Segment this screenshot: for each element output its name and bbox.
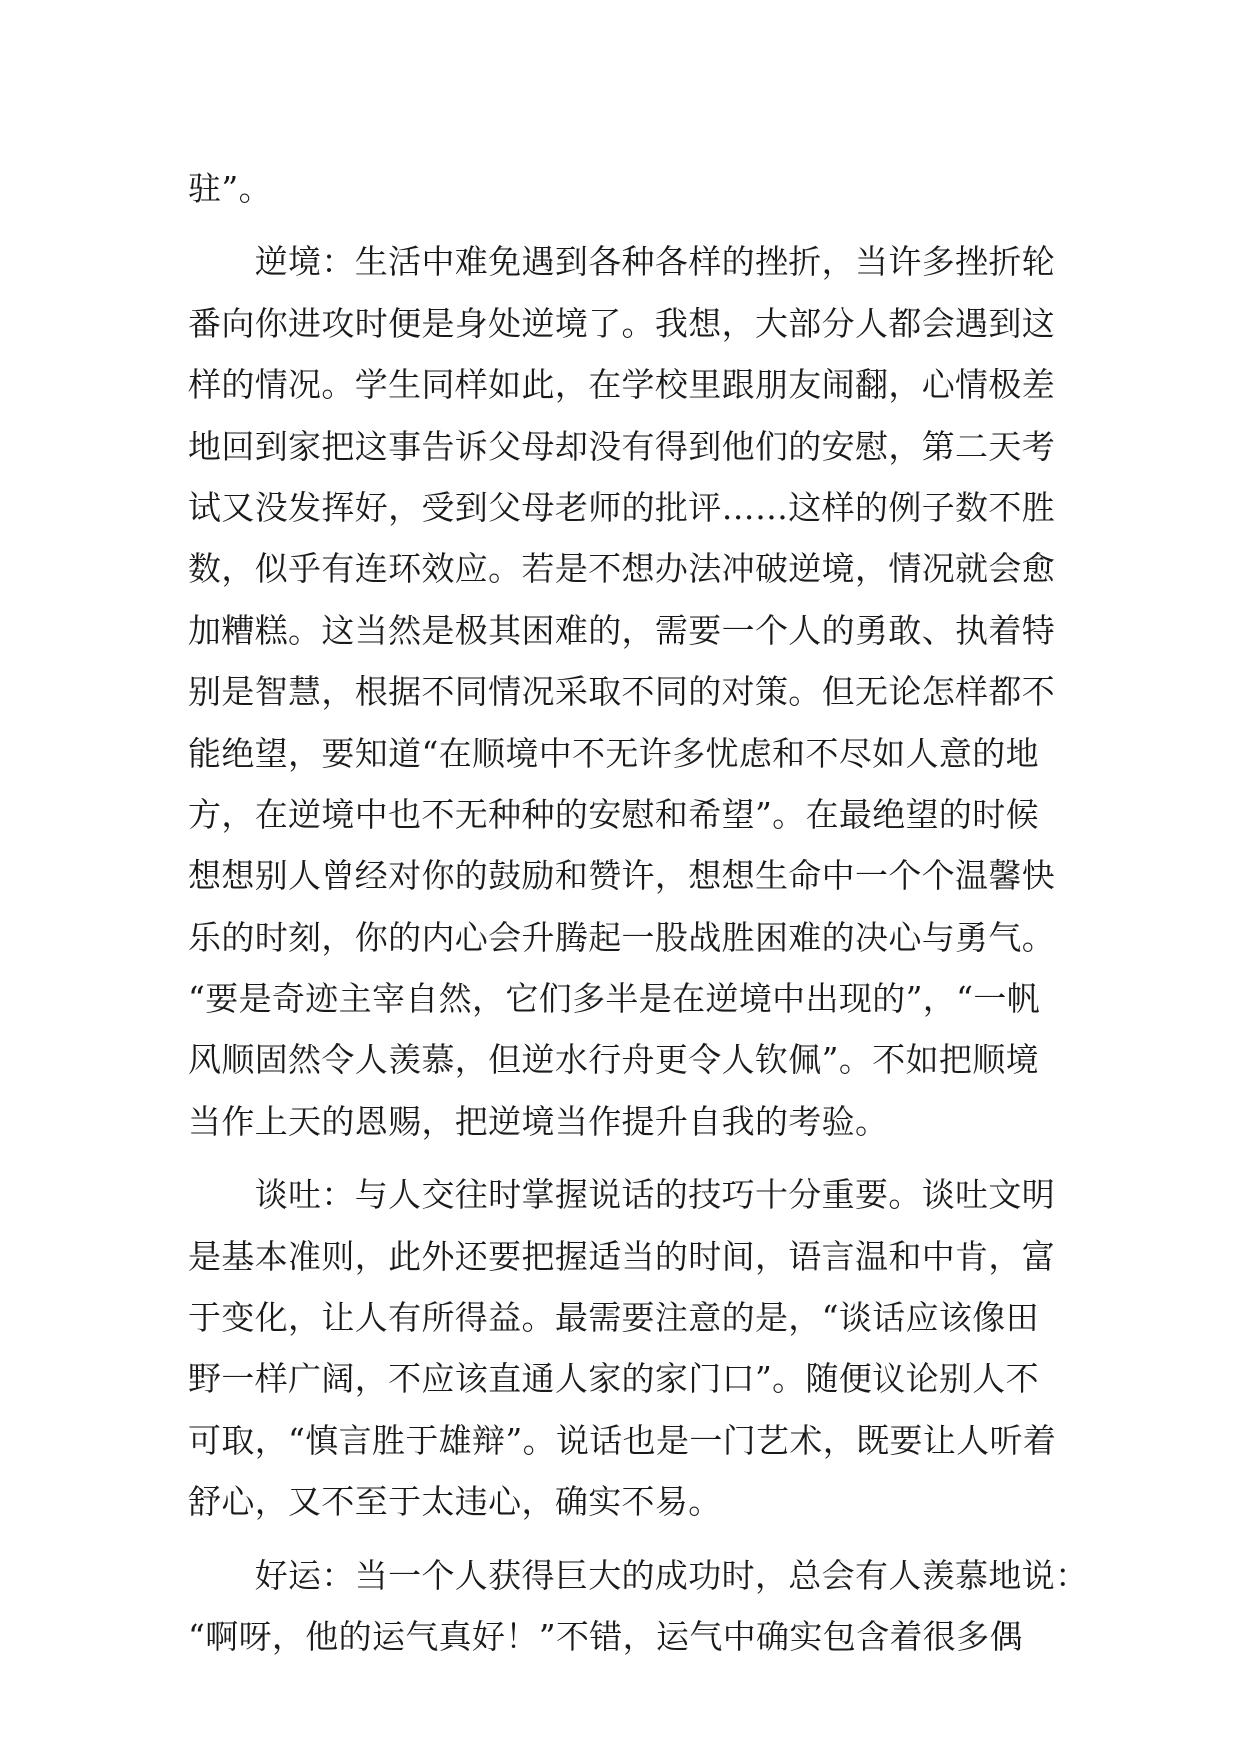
- text-line: “啊呀，他的运气真好！”不错，运气中确实包含着很多偶: [188, 1616, 1023, 1656]
- text-line: 乐的时刻，你的内心会升腾起一股战胜困难的决心与勇气。: [188, 917, 1056, 957]
- text-line: 谈吐：与人交往时掌握说话的技巧十分重要。谈吐文明: [188, 1175, 1056, 1215]
- text-line: 能绝望，要知道“在顺境中不无许多忧虑和不尽如人意的地: [188, 733, 1039, 773]
- text-line: 可取，“慎言胜于雄辩”。说话也是一门艺术，既要让人听着: [188, 1420, 1057, 1460]
- text-line: “要是奇迹主宰自然，它们多半是在逆境中出现的”，“一帆: [188, 979, 1041, 1019]
- text-line: 舒心，又不至于太违心，确实不易。: [188, 1482, 722, 1522]
- text-line: 于变化，让人有所得益。最需要注意的是，“谈话应该像田: [188, 1298, 1039, 1338]
- paragraph-good-luck: [188, 1545, 1089, 1668]
- text-line: 是基本准则，此外还要把握适当的时间，语言温和中肯，富: [188, 1236, 1056, 1276]
- text-line: 加糟糕。这当然是极其困难的，需要一个人的勇敢、执着特: [188, 610, 1056, 650]
- text-line: 方，在逆境中也不无种种的安慰和希望”。在最绝望的时候: [188, 794, 1039, 834]
- text-line: 想想别人曾经对你的鼓励和赞许，想想生命中一个个温馨快: [188, 856, 1056, 896]
- paragraph-adversity: [188, 231, 1054, 1152]
- text-line: 风顺固然令人羡慕，但逆水行舟更令人钦佩”。不如把顺境: [188, 1040, 1039, 1080]
- paragraph-gap: [188, 1533, 1054, 1545]
- text-line: 逆境：生活中难免遇到各种各样的挫折，当许多挫折轮: [188, 242, 1056, 282]
- document-body: [188, 158, 1089, 1667]
- paragraph-gap: [188, 219, 1054, 231]
- text-line: 地回到家把这事告诉父母却没有得到他们的安慰，第二天考: [188, 426, 1056, 466]
- text-line: 数，似乎有连环效应。若是不想办法冲破逆境，情况就会愈: [188, 549, 1056, 589]
- paragraph-conversation: [188, 1164, 1057, 1532]
- text-line: 试又没发挥好，受到父母老师的批评……这样的例子数不胜: [188, 487, 1056, 527]
- text-line: 样的情况。学生同样如此，在学校里跟朋友闹翻，心情极差: [188, 365, 1056, 405]
- text-line: 好运：当一个人获得巨大的成功时，总会有人羡慕地说：: [188, 1555, 1089, 1595]
- text-line: 别是智慧，根据不同情况采取不同的对策。但无论怎样都不: [188, 672, 1056, 712]
- text-line: 驻”。: [188, 169, 272, 208]
- text-line: 番向你进攻时便是身处逆境了。我想，大部分人都会遇到这: [188, 303, 1056, 343]
- text-line: 野一样广阔，不应该直通人家的家门口”。随便议论别人不: [188, 1359, 1039, 1399]
- paragraph-continuation: [188, 158, 1054, 219]
- text-line: 当作上天的恩赐，把逆境当作提升自我的考验。: [188, 1101, 889, 1141]
- paragraph-gap: [188, 1152, 1054, 1164]
